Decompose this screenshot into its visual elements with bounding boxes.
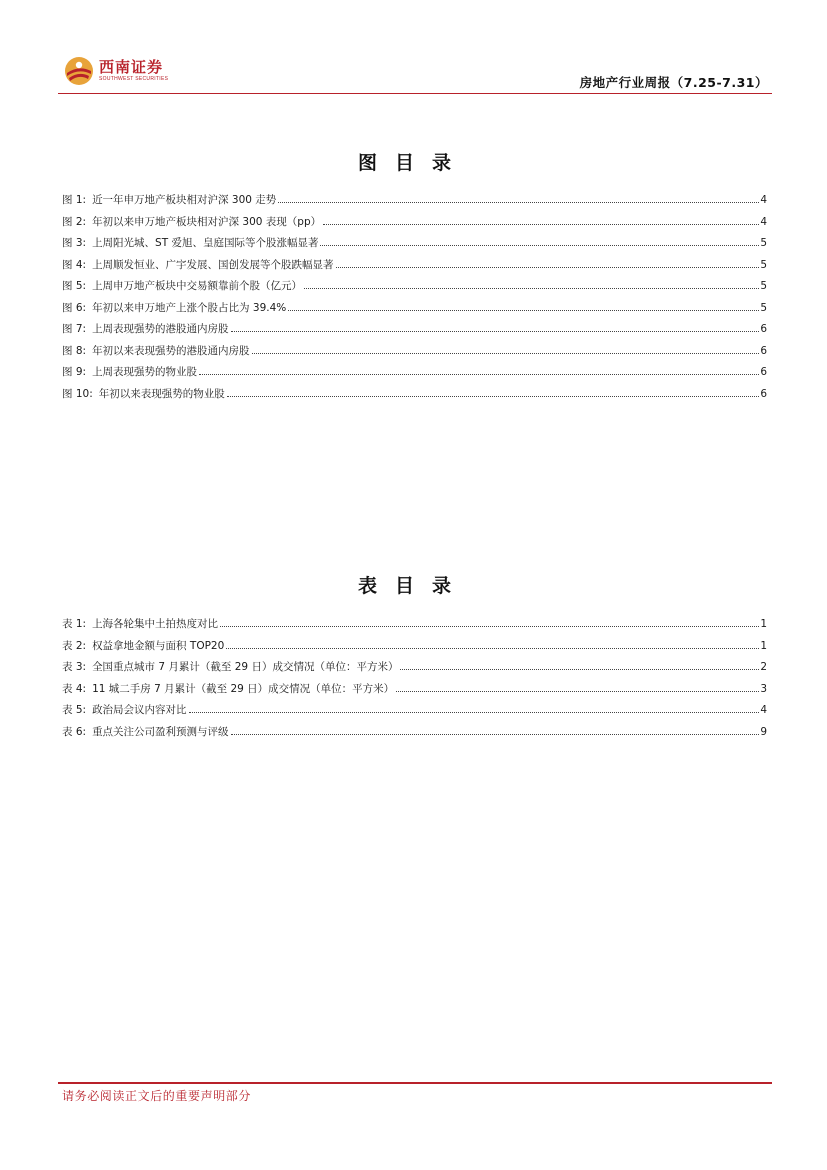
entry-title: 上周表现强势的港股通内房股 [92,323,229,335]
dot-leader [226,648,759,649]
entry-page-number: 6 [760,323,767,335]
entry-label: 图 2: [62,215,87,228]
entry-label: 图 1: [62,194,87,206]
entry-page-number: 3 [760,682,767,695]
table-toc-entry[interactable] [62,616,767,638]
dot-leader [400,669,759,670]
tables-toc-title: 表目录 [357,575,469,597]
table-toc-entry[interactable] [62,681,767,703]
dot-leader [320,245,759,246]
entry-page-number: 4 [760,215,767,228]
entry-title: 权益拿地金额与面积 TOP20 [92,639,225,652]
entry-page-number: 5 [760,301,767,314]
figure-toc-entry[interactable] [62,235,767,257]
entry-label: 图 8: [62,344,87,357]
figure-toc-entry[interactable] [62,343,767,365]
logo-text-en: SOUTHWEST SECURITIES [99,76,169,82]
entry-page-number: 6 [760,344,767,357]
entry-label: 图 3: [62,237,87,249]
entry-title: 上海各轮集中土拍热度对比 [92,618,219,630]
entry-page-number: 4 [760,704,767,716]
figures-toc [62,192,767,407]
report-title: 房地产行业周报（7.25-7.31） [579,75,768,90]
dot-leader [336,267,760,268]
entry-label: 图 5: [62,280,87,292]
entry-page-number: 6 [760,387,767,400]
footer-disclaimer: 请务必阅读正文后的重要声明部分 [62,1089,252,1103]
entry-label: 图 6: [62,301,87,314]
entry-page-number: 5 [760,237,767,249]
entry-title: 年初以来申万地产上涨个股占比为 39.4% [92,301,287,314]
logo-text-cn: 西南证券 [99,58,164,76]
figures-toc-title: 图目录 [357,152,469,174]
entry-title: 上周表现强势的物业股 [92,366,198,378]
dot-leader [189,712,760,713]
entry-title: 年初以来表现强势的港股通内房股 [92,344,250,357]
entry-page-number: 5 [760,258,767,271]
dot-leader [304,288,759,289]
entry-label: 表 3: [62,661,87,673]
tables-toc [62,616,767,745]
entry-label: 表 1: [62,618,87,630]
entry-label: 图 4: [62,258,87,271]
dot-leader [278,202,759,203]
entry-title: 近一年申万地产板块相对沪深 300 走势 [92,194,277,206]
dot-leader [323,224,759,225]
entry-label: 表 6: [62,725,87,738]
entry-title: 重点关注公司盈利预测与评级 [92,725,229,738]
entry-label: 表 5: [62,704,87,716]
figure-toc-entry[interactable] [62,278,767,300]
entry-title: 年初以来申万地产板块相对沪深 300 表现（pp） [92,215,322,228]
entry-page-number: 6 [760,366,767,378]
entry-page-number: 5 [760,280,767,292]
entry-title: 政治局会议内容对比 [92,704,187,716]
entry-page-number: 1 [760,618,767,630]
entry-page-number: 1 [760,639,767,652]
page-header [58,48,772,94]
figure-toc-entry[interactable] [62,192,767,214]
entry-page-number: 2 [760,661,767,673]
figure-toc-entry[interactable] [62,321,767,343]
entry-title: 全国重点城市 7 月累计（截至 29 日）成交情况（单位：平方米） [92,661,399,673]
figure-toc-entry[interactable] [62,364,767,386]
entry-label: 表 4: [62,682,87,695]
table-toc-entry[interactable] [62,638,767,660]
dot-leader [220,626,759,627]
dot-leader [396,691,759,692]
entry-label: 表 2: [62,639,87,652]
table-toc-entry[interactable] [62,702,767,724]
header-divider [58,93,772,95]
dot-leader [199,374,759,375]
logo-icon [64,56,94,86]
table-toc-entry[interactable] [62,724,767,746]
figure-toc-entry[interactable] [62,300,767,322]
dot-leader [231,734,760,735]
company-logo [64,54,168,88]
dot-leader [252,353,760,354]
entry-label: 图 10: [62,387,93,400]
dot-leader [288,310,759,311]
dot-leader [231,331,760,332]
entry-page-number: 4 [760,194,767,206]
entry-title: 上周阳光城、ST 爱旭、皇庭国际等个股涨幅显著 [92,237,319,249]
table-toc-entry[interactable] [62,659,767,681]
dot-leader [227,396,760,397]
entry-label: 图 9: [62,366,87,378]
entry-title: 11 城二手房 7 月累计（截至 29 日）成交情况（单位：平方米） [92,682,395,695]
entry-label: 图 7: [62,323,87,335]
entry-title: 上周申万地产板块中交易额靠前个股（亿元） [92,280,303,292]
entry-title: 年初以来表现强势的物业股 [98,387,225,400]
figure-toc-entry[interactable] [62,257,767,279]
figure-toc-entry[interactable] [62,386,767,408]
footer-divider [58,1082,772,1084]
entry-title: 上周顺发恒业、广宇发展、国创发展等个股跌幅显著 [92,258,334,271]
figure-toc-entry[interactable] [62,214,767,236]
entry-page-number: 9 [760,725,767,738]
